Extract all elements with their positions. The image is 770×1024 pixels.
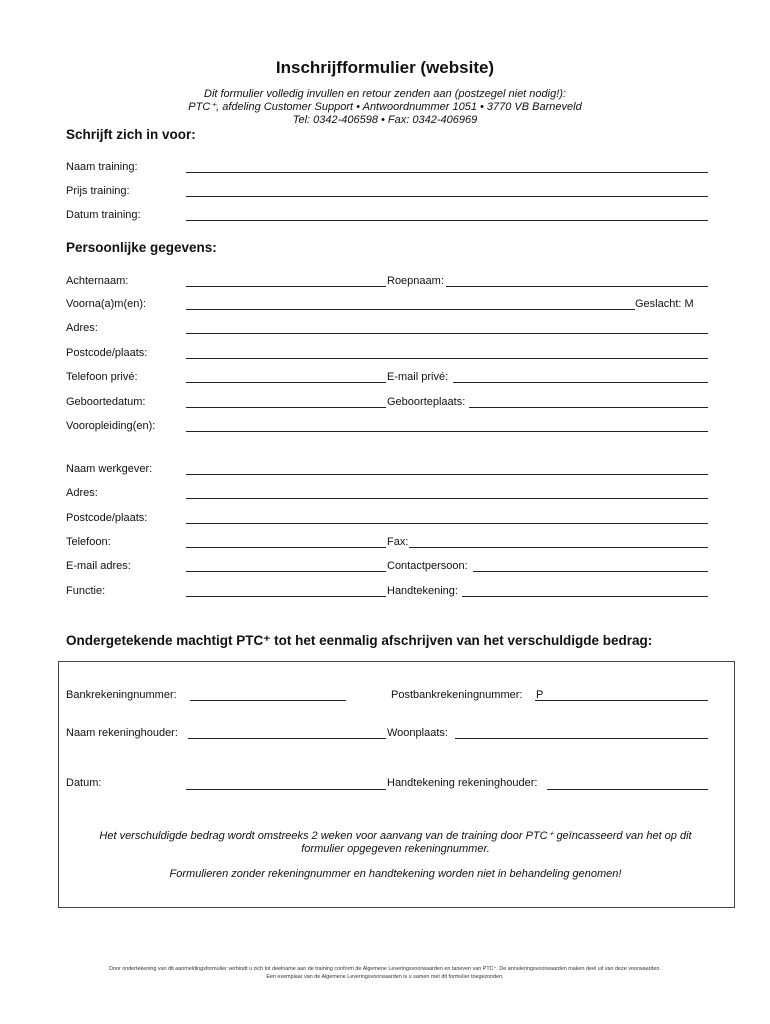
geboorteplaats-field[interactable] <box>469 407 708 408</box>
werkgever-adres-label: Adres: <box>66 487 98 499</box>
woonplaats-field[interactable] <box>455 738 708 739</box>
roepnaam-label: Roepnaam: <box>387 275 444 287</box>
prijs-training-field[interactable] <box>186 196 708 197</box>
postbank-field[interactable] <box>535 700 708 701</box>
email-prive-field[interactable] <box>453 382 708 383</box>
datum-training-label: Datum training: <box>66 209 141 221</box>
werkgever-postcode-field[interactable] <box>186 523 708 524</box>
adres-label: Adres: <box>66 322 98 334</box>
achternaam-label: Achternaam: <box>66 275 129 287</box>
geboortedatum-label: Geboortedatum: <box>66 396 146 408</box>
woonplaats-label: Woonplaats: <box>387 727 448 739</box>
datum-training-field[interactable] <box>186 220 708 221</box>
bankrekening-label: Bankrekeningnummer: <box>66 689 177 701</box>
payment-heading: Ondergetekende machtigt PTC⁺ tot het eenmalig afschrijven van het verschuldigde bedrag: <box>66 633 653 648</box>
fax-field[interactable] <box>409 547 708 548</box>
fax-label: Fax: <box>387 536 409 548</box>
werkgever-email-label: E-mail adres: <box>66 560 131 572</box>
vooropleiding-label: Vooropleiding(en): <box>66 420 156 432</box>
geboortedatum-field[interactable] <box>186 407 386 408</box>
contactpersoon-label: Contactpersoon: <box>387 560 468 572</box>
training-heading: Schrijft zich in voor: <box>66 127 196 142</box>
handtekening-field[interactable] <box>462 596 708 597</box>
postbank-label: Postbankrekeningnummer: <box>391 689 523 701</box>
functie-label: Functie: <box>66 585 106 597</box>
naam-training-field[interactable] <box>186 172 708 173</box>
handtekening-houder-field[interactable] <box>547 789 708 790</box>
handtekening-houder-label: Handtekening rekeninghouder: <box>387 777 538 789</box>
datum-label: Datum: <box>66 777 102 789</box>
telefoon-prive-label: Telefoon privé: <box>66 371 138 383</box>
naam-werkgever-field[interactable] <box>186 474 708 475</box>
voornamen-field[interactable] <box>186 309 635 310</box>
personal-heading: Persoonlijke gegevens: <box>66 240 217 255</box>
rekeninghouder-label: Naam rekeninghouder: <box>66 727 178 739</box>
prijs-training-label: Prijs training: <box>66 185 130 197</box>
werkgever-adres-field[interactable] <box>186 498 708 499</box>
geslacht-label[interactable]: Geslacht: M <box>635 298 694 310</box>
page-title: Inschrijfformulier (website) <box>275 58 495 77</box>
rekeninghouder-field[interactable] <box>188 738 386 739</box>
postbank-prefix: P <box>536 689 544 701</box>
werkgever-email-field[interactable] <box>186 571 386 572</box>
contact-line: Tel: 0342-406598 • Fax: 0342-406969 <box>292 114 478 126</box>
warning-note: Formulieren zonder rekeningnummer en handtekening worden niet in behandeling genomen! <box>169 868 622 880</box>
adres-field[interactable] <box>186 333 708 334</box>
footer-line-1: Door ondertekening van dit aanmeldingsformulier verbindt u zich tot deelname aan de training conform de Algemene Leveringsvoorwaarden en tarieven van PTC⁺. De annuleringsvoorwaarden maken deel uit van deze voorwaarden. <box>109 966 661 972</box>
voornamen-label: Voorna(a)m(en): <box>66 298 147 310</box>
contactpersoon-field[interactable] <box>473 571 708 572</box>
address-line: PTC⁺, afdeling Customer Support • Antwoordnummer 1051 • 3770 VB Barneveld <box>188 101 582 113</box>
email-prive-label: E-mail privé: <box>387 371 449 383</box>
werkgever-telefoon-field[interactable] <box>186 547 386 548</box>
naam-werkgever-label: Naam werkgever: <box>66 463 153 475</box>
instructions-line-1: Dit formulier volledig invullen en retour zenden aan (postzegel niet nodig!): <box>204 88 566 100</box>
functie-field[interactable] <box>186 596 386 597</box>
werkgever-postcode-label: Postcode/plaats: <box>66 512 148 524</box>
geboorteplaats-label: Geboorteplaats: <box>387 396 466 408</box>
postcode-label: Postcode/plaats: <box>66 347 148 359</box>
roepnaam-field[interactable] <box>446 286 708 287</box>
datum-field[interactable] <box>186 789 386 790</box>
bankrekening-field[interactable] <box>190 700 346 701</box>
incasso-note-line-1: Het verschuldigde bedrag wordt omstreeks 2 weken voor aanvang van de training door PTC⁺ geïncasseerd van het op dit <box>99 830 692 842</box>
footer-line-2: Een exemplaar van de Algemene Leveringsvoorwaarden is u samen met dit formulier toegezonden. <box>266 974 504 980</box>
naam-training-label: Naam training: <box>66 161 138 173</box>
handtekening-label: Handtekening: <box>387 585 458 597</box>
telefoon-prive-field[interactable] <box>186 382 386 383</box>
achternaam-field[interactable] <box>186 286 386 287</box>
incasso-note-line-2: formulier opgegeven rekeningnummer. <box>301 843 490 855</box>
vooropleiding-field[interactable] <box>186 431 708 432</box>
werkgever-telefoon-label: Telefoon: <box>66 536 111 548</box>
postcode-field[interactable] <box>186 358 708 359</box>
